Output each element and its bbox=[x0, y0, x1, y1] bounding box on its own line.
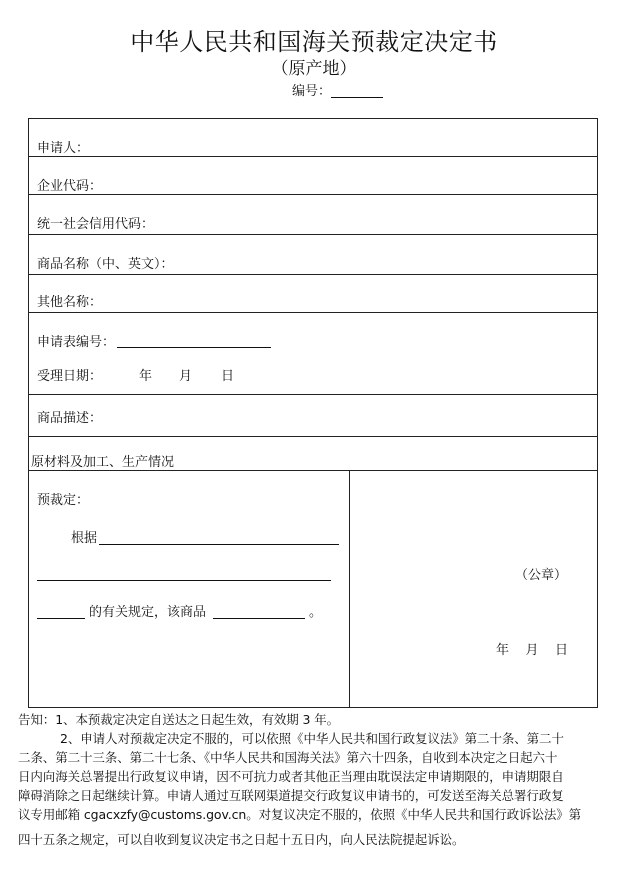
product-result-blank[interactable] bbox=[213, 617, 305, 619]
application-no-blank[interactable] bbox=[117, 346, 271, 348]
law-blank[interactable] bbox=[37, 617, 85, 619]
product-desc-label: 商品描述： bbox=[37, 411, 103, 426]
applicant-label: 申请人： bbox=[37, 141, 90, 156]
other-name-label: 其他名称： bbox=[37, 295, 103, 310]
document-number bbox=[292, 80, 383, 99]
product-name-row[interactable] bbox=[29, 235, 597, 275]
document-title: 中华人民共和国海关预裁定决定书 bbox=[130, 28, 498, 56]
accept-year: 年 bbox=[139, 369, 153, 384]
enterprise-code-label: 企业代码： bbox=[37, 179, 103, 194]
regulation-text: 的有关规定，该商品 bbox=[89, 605, 207, 620]
document-subtitle: （原产地） bbox=[271, 59, 357, 79]
sign-date: 年 月 日 bbox=[496, 643, 569, 658]
accept-date-label: 受理日期： bbox=[37, 369, 103, 384]
vertical-divider bbox=[349, 471, 350, 707]
applicant-row[interactable] bbox=[29, 119, 597, 157]
notice-line-5: 障碍消除之日起继续计算。申请人通过互联网渠道提交行政复议申请书的，可发送至海关总署行政复 bbox=[18, 788, 564, 803]
number-blank[interactable] bbox=[331, 83, 383, 98]
ruling-form bbox=[28, 118, 598, 708]
number-label: 编号： bbox=[292, 84, 332, 99]
application-no-label: 申请表编号： bbox=[37, 335, 116, 350]
raw-material-row[interactable] bbox=[29, 437, 597, 471]
accept-month: 月 bbox=[179, 369, 193, 384]
official-seal: （公章） bbox=[515, 568, 568, 583]
ruling-label: 预裁定： bbox=[37, 493, 90, 508]
credit-code-label: 统一社会信用代码： bbox=[37, 217, 155, 232]
accept-day: 日 bbox=[221, 369, 235, 384]
product-desc-row[interactable] bbox=[29, 395, 597, 437]
application-row bbox=[29, 313, 597, 395]
notice-line-4: 日内向海关总署提出行政复议申请，因不可抗力或者其他正当理由耽误法定申请期限的，申请期限自 bbox=[18, 769, 564, 784]
product-name-label: 商品名称（中、英文）： bbox=[37, 257, 174, 272]
notice-line-2: 2、申请人对预裁定决定不服的，可以依照《中华人民共和国行政复议法》第二十条、第二十 bbox=[60, 731, 564, 746]
basis-blank-2[interactable] bbox=[37, 579, 331, 581]
other-name-row[interactable] bbox=[29, 275, 597, 313]
notice-line-3: 二条、第二十三条、第二十七条、《中华人民共和国海关法》第六十四条，自收到本决定之日起六十 bbox=[18, 750, 558, 765]
period-mark: 。 bbox=[309, 605, 323, 620]
basis-blank[interactable] bbox=[99, 543, 339, 545]
raw-material-label: 原材料及加工、生产情况 bbox=[31, 455, 175, 470]
enterprise-code-row[interactable] bbox=[29, 157, 597, 195]
notice-line-7: 四十五条之规定，可以自收到复议决定书之日起十五日内，向人民法院提起诉讼。 bbox=[18, 832, 465, 847]
credit-code-row[interactable] bbox=[29, 195, 597, 235]
notice-line-1: 告知：1、本预裁定决定自送达之日起生效，有效期 3 年。 bbox=[18, 712, 340, 727]
notice-line-6: 议专用邮箱 cgacxzfy@customs.gov.cn。对复议决定不服的，依照《中华人民共和国行政诉讼法》第 bbox=[18, 807, 582, 822]
basis-label: 根据 bbox=[71, 531, 98, 546]
